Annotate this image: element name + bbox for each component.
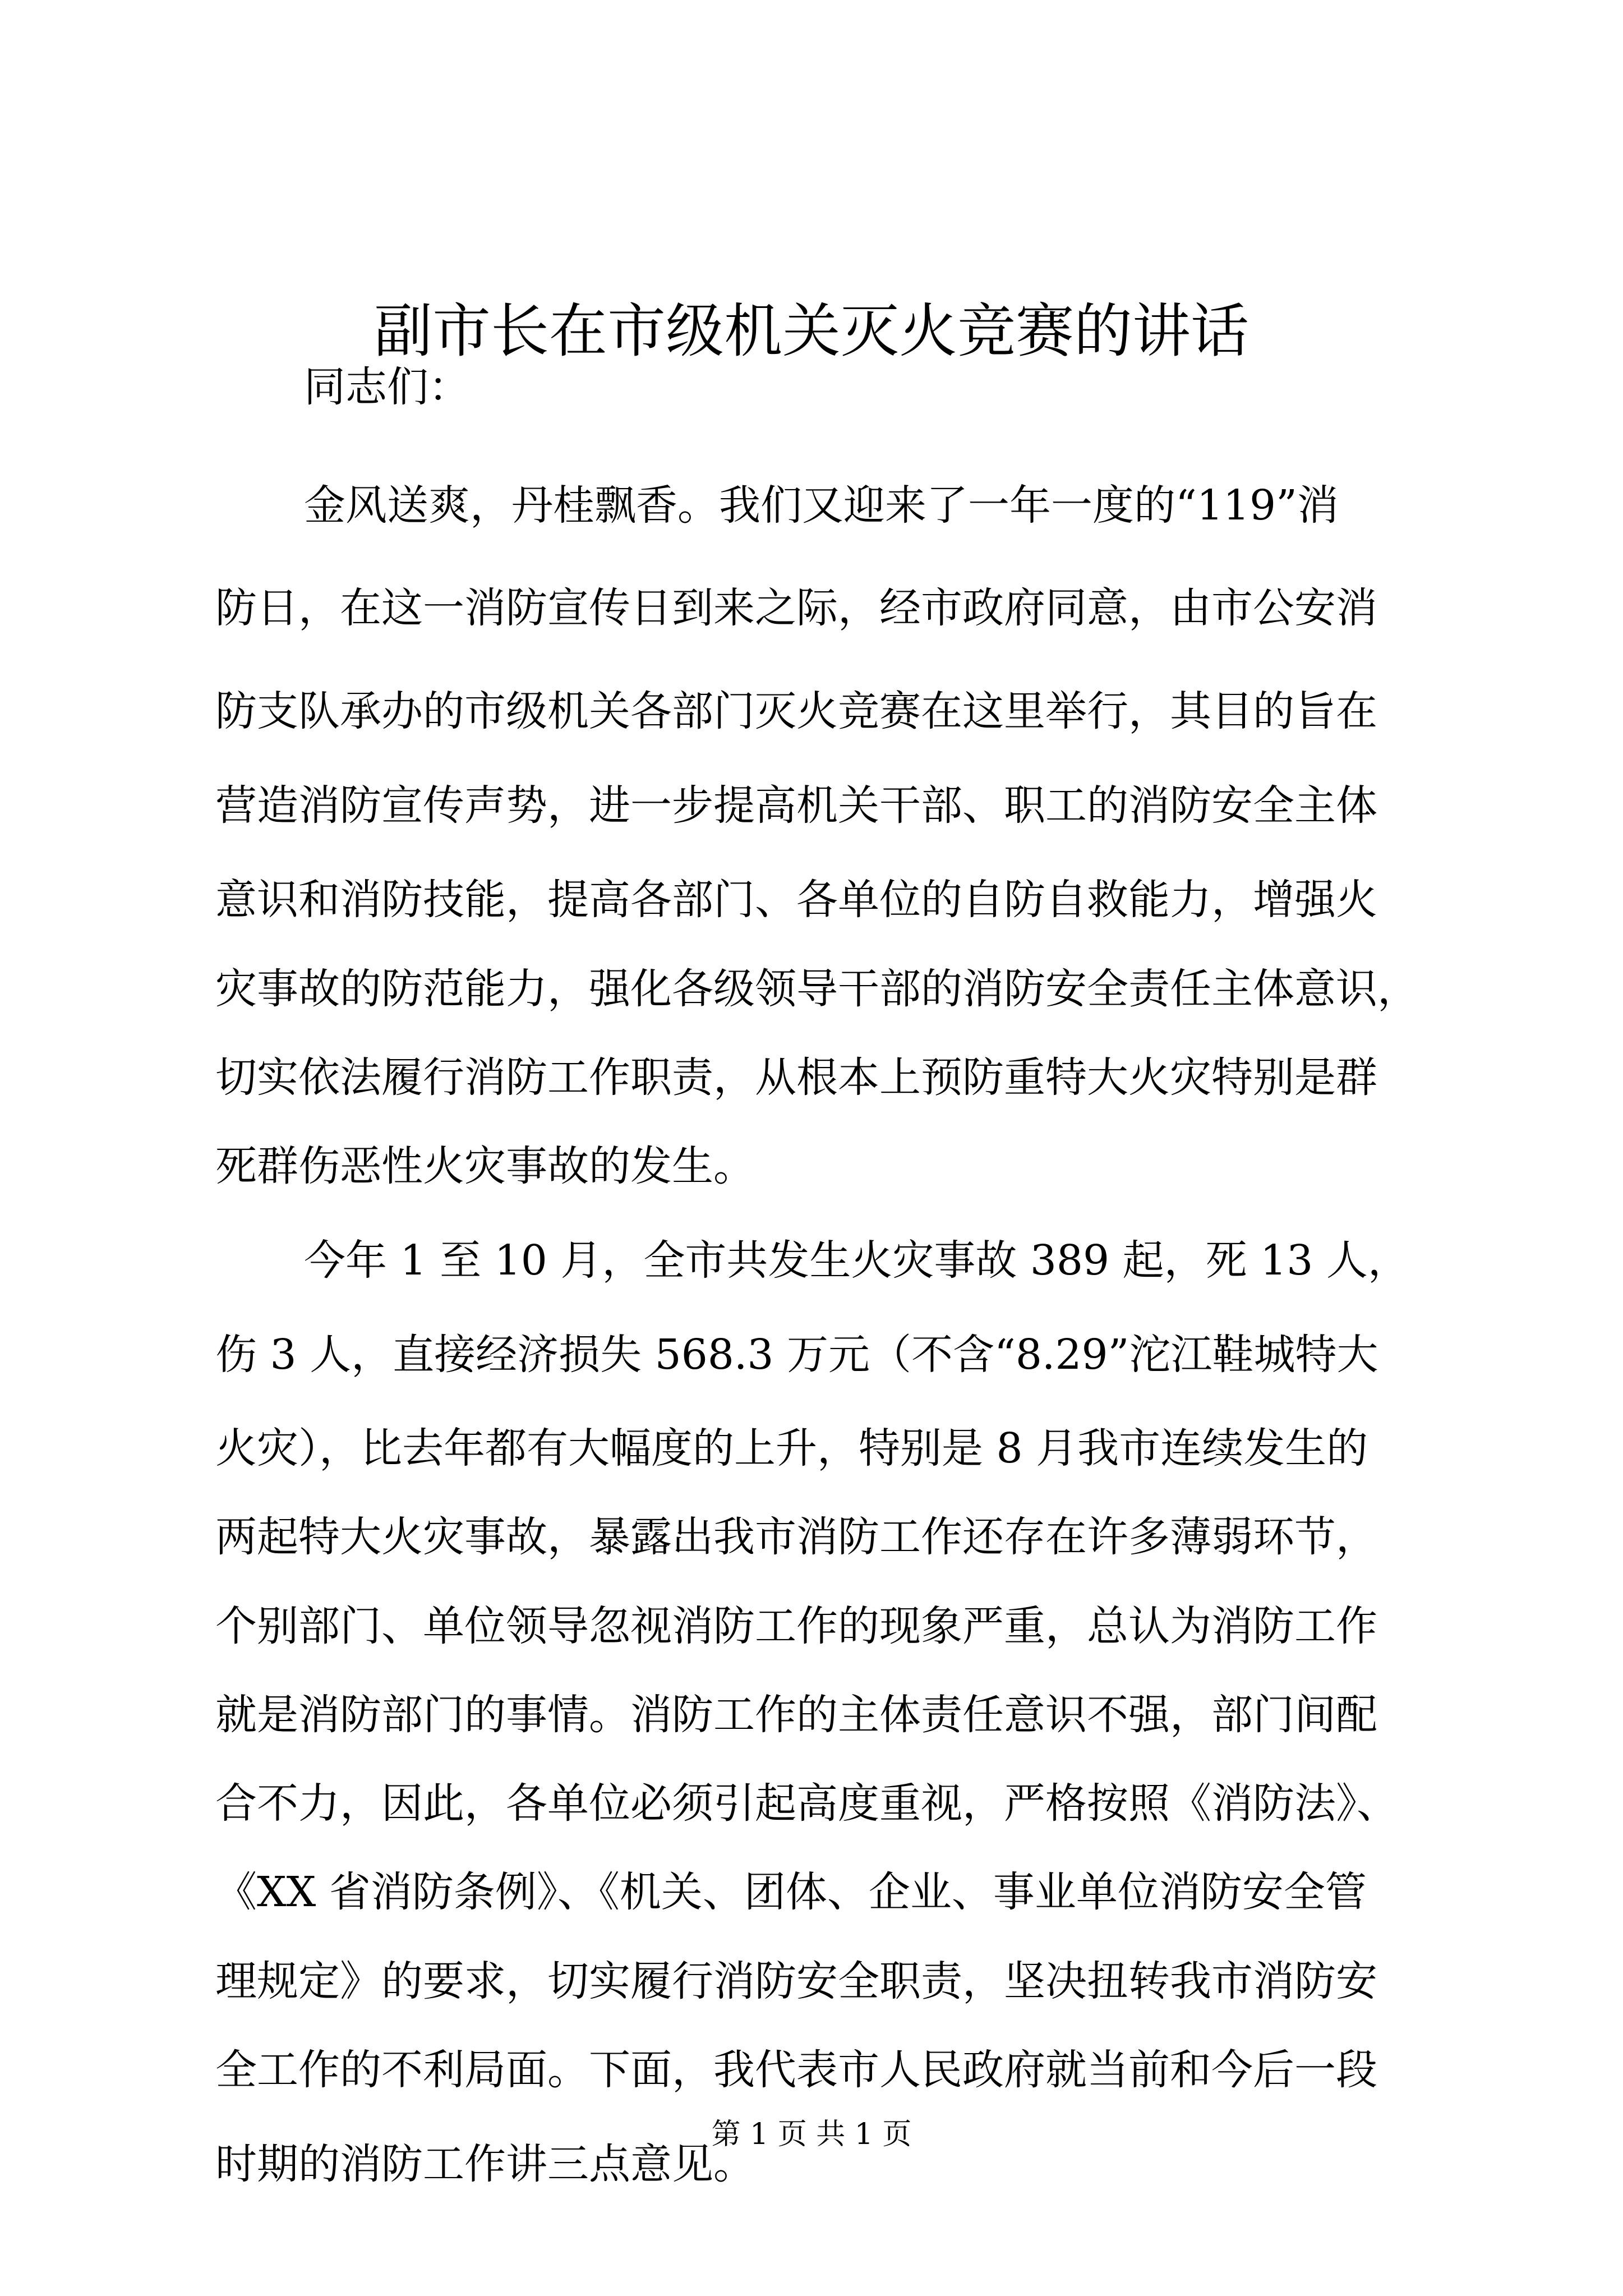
paragraph-line: 意识和消防技能，提高各部门、各单位的自防自救能力，增强火 <box>215 876 1377 924</box>
paragraph-line: 营造消防宣传声势，进一步提高机关干部、职工的消防安全主体 <box>215 781 1377 830</box>
page-number: 第 1 页 共 1 页 <box>711 2118 912 2151</box>
paragraph-line: 今年 1 至 10 月，全市共发生火灾事故 389 起，死 13 人， <box>304 1236 1409 1285</box>
paragraph-line: 金风送爽，丹桂飘香。我们又迎来了一年一度的“119”消 <box>304 481 1339 530</box>
paragraph-line: 合不力，因此，各单位必须引起高度重视，严格按照《消防法》、 <box>215 1779 1398 1828</box>
paragraph-line: 伤 3 人，直接经济损失 568.3 万元（不含“8.29”沱江鞋城特大 <box>215 1331 1378 1379</box>
paragraph-line: 火灾），比去年都有大幅度的上升，特别是 8 月我市连续发生的 <box>215 1424 1368 1473</box>
paragraph-line: 全工作的不利局面。下面，我代表市人民政府就当前和今后一段 <box>215 2046 1377 2094</box>
paragraph-line: 两起特大火灾事故，暴露出我市消防工作还存在许多薄弱环节， <box>215 1513 1377 1561</box>
paragraph-line: 理规定》的要求，切实履行消防安全职责，坚决扭转我市消防安 <box>215 1957 1377 2005</box>
paragraph-line: 时期的消防工作讲三点意见。 <box>215 2140 755 2188</box>
paragraph-line: 个别部门、单位领导忽视消防工作的现象严重，总认为消防工作 <box>215 1602 1377 1650</box>
paragraph-line: 灾事故的防范能力，强化各级领导干部的消防安全责任主体意识， <box>215 965 1419 1013</box>
salutation: 同志们： <box>304 363 470 411</box>
paragraph-line: 防支队承办的市级机关各部门灭火竞赛在这里举行，其目的旨在 <box>215 687 1377 735</box>
paragraph-line: 《XX 省消防条例》、《机关、团体、企业、事业单位消防安全管 <box>215 1868 1367 1916</box>
paragraph-line: 切实依法履行消防工作职责，从根本上预防重特大火灾特别是群 <box>215 1053 1377 1102</box>
paragraph-line: 就是消防部门的事情。消防工作的主体责任意识不强，部门间配 <box>215 1691 1377 1739</box>
paragraph-line: 防日，在这一消防宣传日到来之际，经市政府同意，由市公安消 <box>215 584 1377 632</box>
document-title: 副市长在市级机关灭火竞赛的讲话 <box>374 297 1249 365</box>
paragraph-line: 死群伤恶性火灾事故的发生。 <box>215 1142 755 1190</box>
